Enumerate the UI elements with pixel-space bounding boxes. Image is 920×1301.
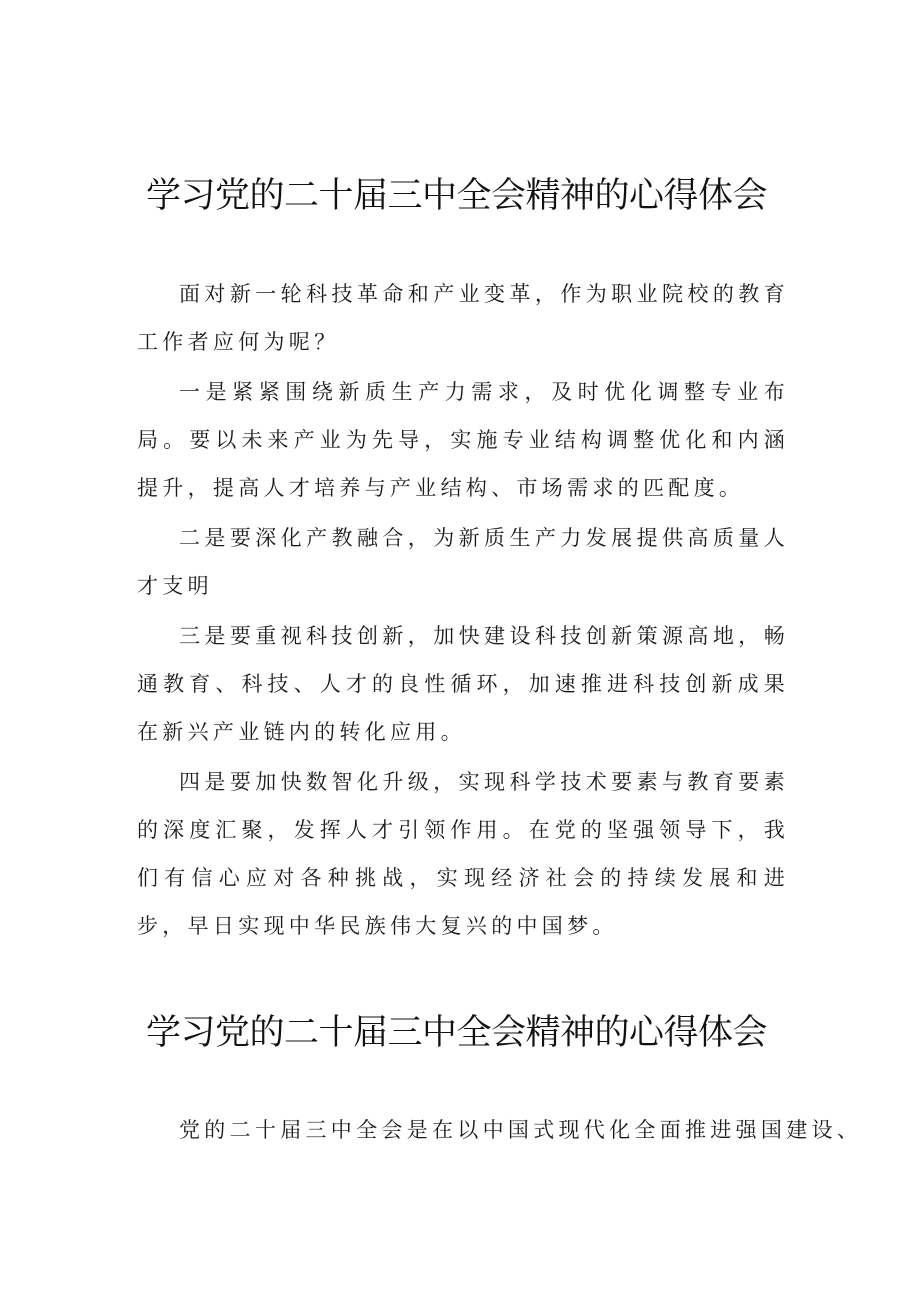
paragraph-1-point-one: 一是紧紧围绕新质生产力需求，及时优化调整专业布局。要以未来产业为先导，实施专业结构调整优化和内涵提升，提高人才培养与产业结构、市场需求的匹配度。	[137, 380, 789, 500]
paragraph-1-point-four: 四是要加快数智化升级，实现科学技术要素与教育要素的深度汇聚，发挥人才引领作用。在党的坚强领导下，我们有信心应对各种挑战，实现经济社会的持续发展和进步，早日实现中华民族伟大复兴的中国梦。	[137, 770, 789, 938]
article-body-1	[137, 270, 789, 952]
paragraph-1-point-two: 二是要深化产教融合，为新质生产力发展提供高质量人才支明	[137, 526, 789, 598]
article-body-2	[137, 1106, 863, 1156]
paragraph-2-intro: 党的二十届三中全会是在以中国式现代化全面推进强国建设、	[179, 1118, 863, 1142]
paragraph-1-intro: 面对新一轮科技革命和产业变革，作为职业院校的教育工作者应何为呢？	[137, 282, 789, 354]
article-title-1: 学习党的二十届三中全会精神的心得体会	[146, 176, 768, 216]
paragraph-1-point-three: 三是要重视科技创新，加快建设科技创新策源高地，畅通教育、科技、人才的良性循环，加速推进科技创新成果在新兴产业链内的转化应用。	[137, 624, 789, 744]
article-title-2: 学习党的二十届三中全会精神的心得体会	[146, 1013, 768, 1053]
